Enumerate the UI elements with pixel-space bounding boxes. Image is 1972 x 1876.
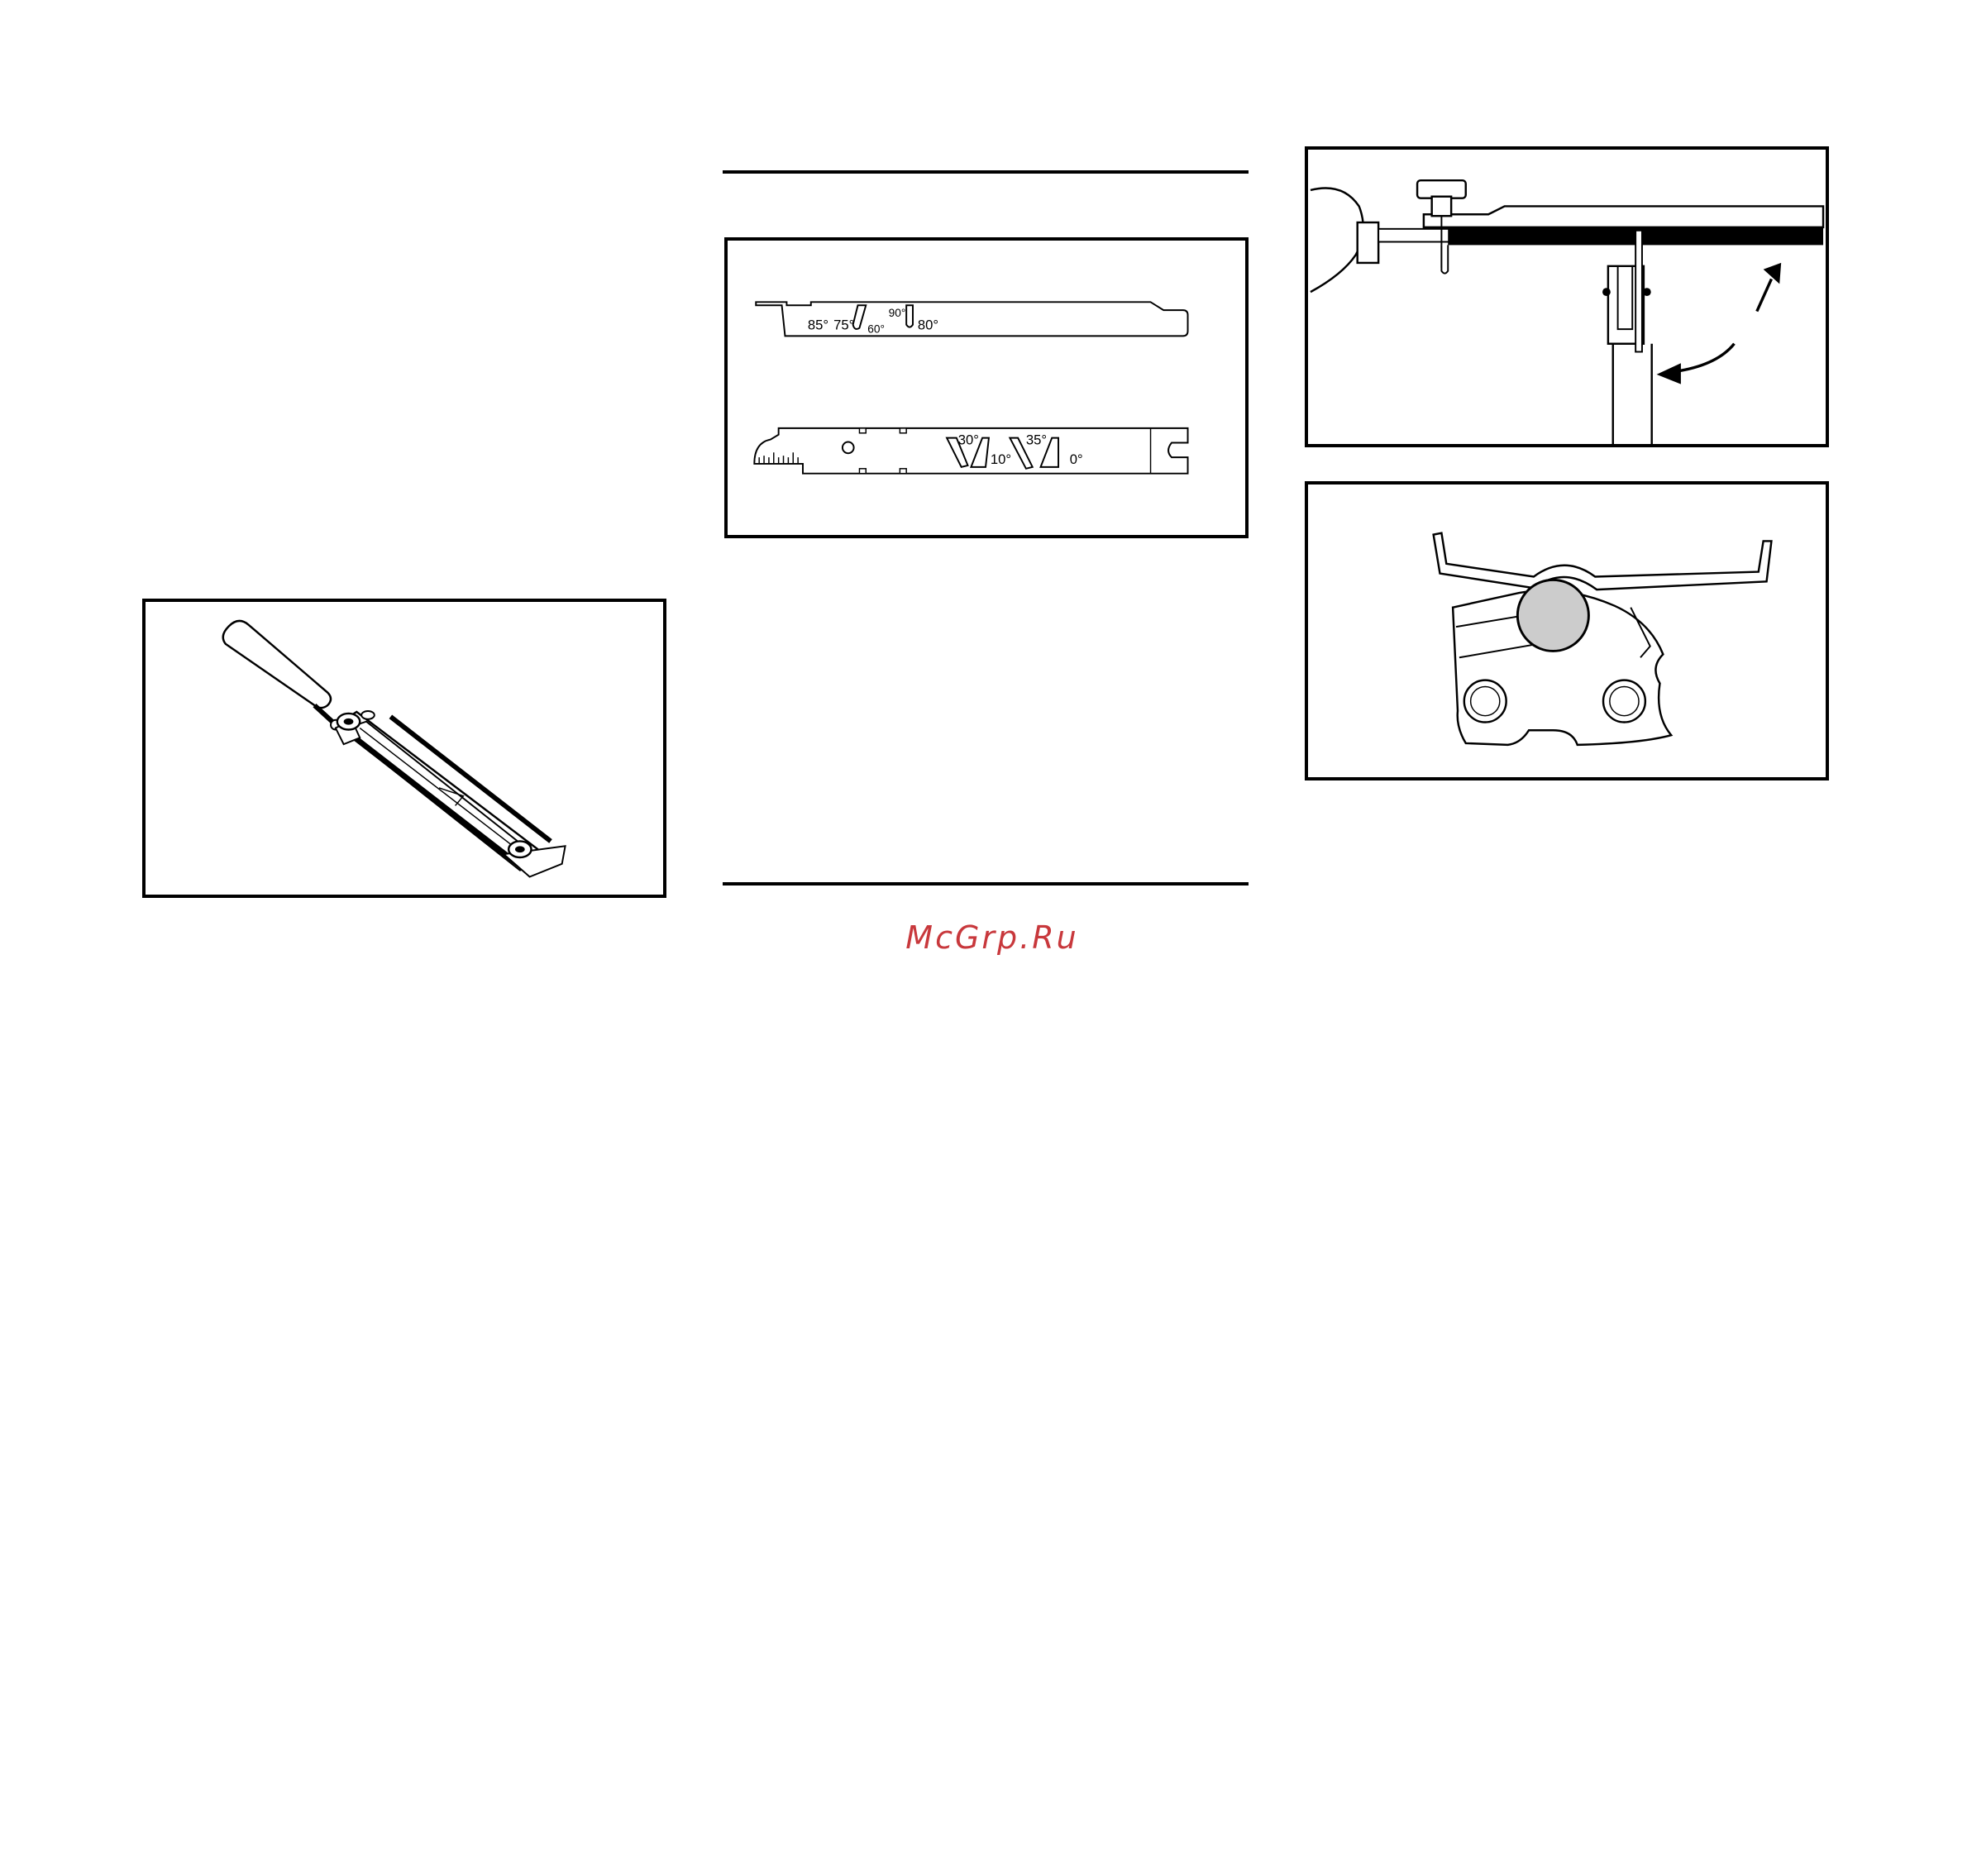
file-on-bar-drawing bbox=[1308, 150, 1826, 444]
label-80: 80° bbox=[917, 317, 938, 333]
angle-slot-90 bbox=[906, 305, 913, 327]
filing-gauge-drawing bbox=[728, 241, 1245, 535]
figure-file-on-bar bbox=[1305, 146, 1829, 447]
file-on-tooth-drawing bbox=[1308, 485, 1826, 777]
gauge-hole bbox=[843, 442, 854, 454]
thumb-knob bbox=[1417, 180, 1466, 198]
figure-filing-gauge bbox=[724, 237, 1249, 538]
file-handle bbox=[223, 621, 331, 708]
label-30: 30° bbox=[957, 432, 979, 448]
file-handle-end bbox=[1311, 188, 1363, 292]
figure-file-on-tooth bbox=[1305, 481, 1829, 780]
label-90: 90° bbox=[888, 306, 906, 319]
guide-bar bbox=[1613, 344, 1652, 444]
file-cross-section bbox=[1517, 580, 1588, 651]
label-10: 10° bbox=[990, 451, 1012, 467]
label-0: 0° bbox=[1069, 451, 1083, 467]
watermark: McGrp.Ru bbox=[905, 919, 1079, 956]
label-85: 85° bbox=[807, 317, 828, 333]
top-rule bbox=[723, 170, 1249, 174]
holder-top-rail bbox=[1424, 206, 1823, 227]
label-60: 60° bbox=[867, 322, 885, 336]
label-35: 35° bbox=[1025, 432, 1048, 448]
label-75: 75° bbox=[833, 317, 855, 333]
bottom-rule bbox=[723, 882, 1249, 885]
wire-gauge bbox=[1434, 533, 1772, 590]
file-holder-drawing bbox=[146, 602, 663, 895]
figure-file-holder bbox=[142, 599, 666, 898]
arrow-up bbox=[1757, 279, 1772, 311]
